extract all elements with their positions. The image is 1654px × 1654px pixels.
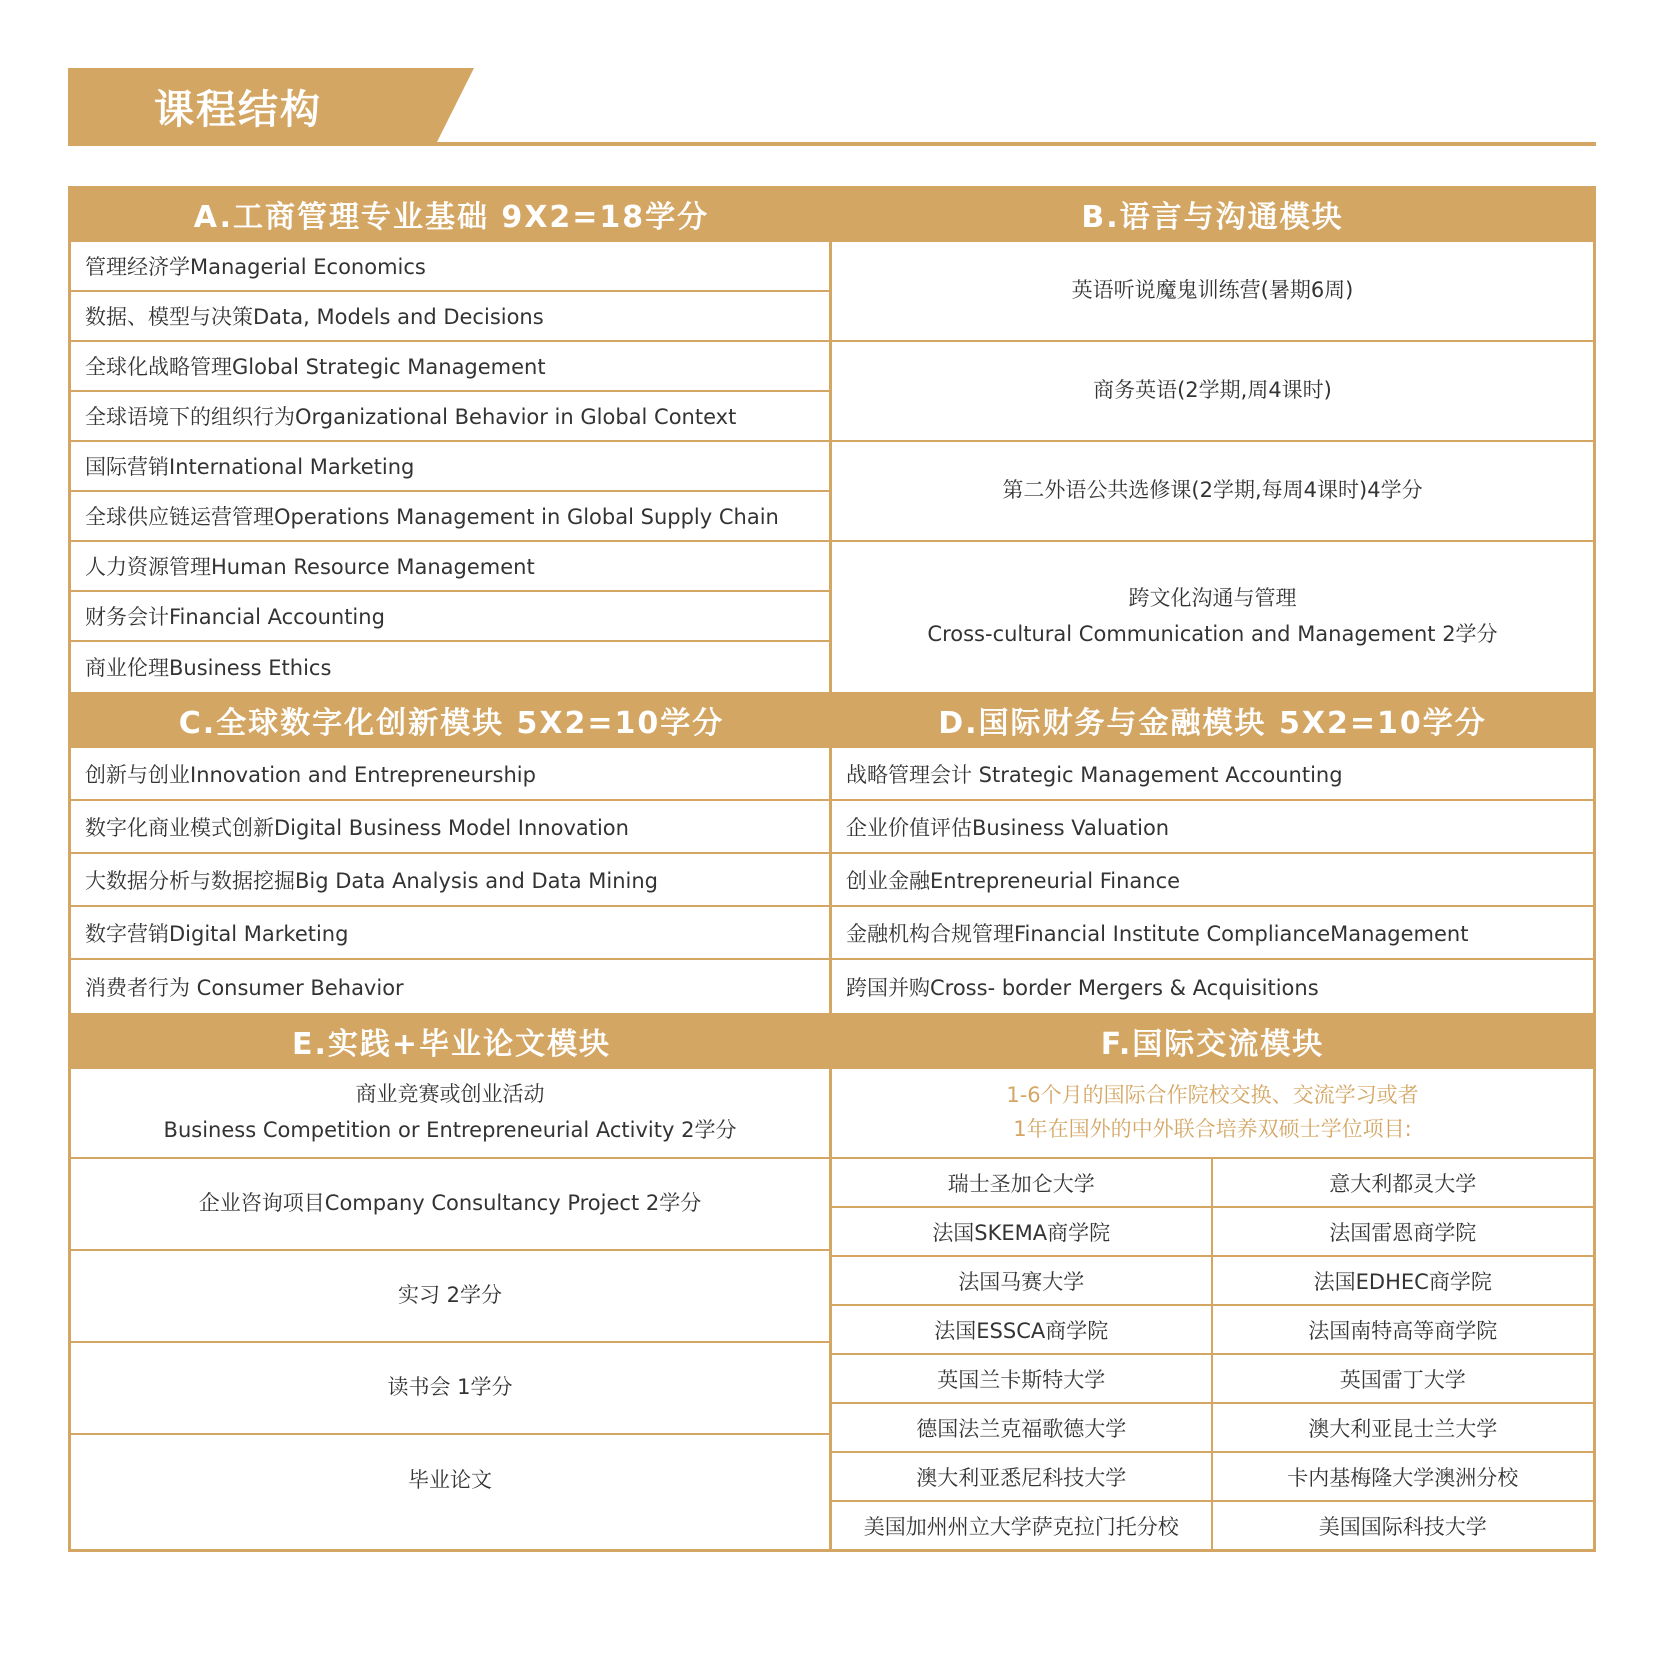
item-text: 第二外语公共选修课(2学期,每周4课时)4学分 xyxy=(1002,478,1423,503)
section-b-title: B.语言与沟通模块 xyxy=(1081,200,1344,235)
item-text-en: Cross-cultural Communication and Management 2学分 xyxy=(927,622,1498,646)
section-c-list xyxy=(71,748,832,1013)
item-text: 读书会 1学分 xyxy=(387,1375,513,1400)
list-item: 企业价值评估Business Valuation xyxy=(832,801,1593,854)
university-item: 美国加州州立大学萨克拉门托分校 xyxy=(832,1500,1213,1549)
item-text: 跨文化沟通与管理 xyxy=(1128,586,1297,611)
university-item: 澳大利亚悉尼科技大学 xyxy=(832,1451,1213,1500)
university-item: 英国雷丁大学 xyxy=(1213,1353,1594,1402)
university-item: 澳大利亚昆士兰大学 xyxy=(1213,1402,1594,1451)
list-item: 消费者行为 Consumer Behavior xyxy=(85,975,404,1000)
list-item: 全球供应链运营管理Operations Management in Global Supply Chain xyxy=(71,492,829,542)
university-item: 意大利都灵大学 xyxy=(1213,1157,1594,1206)
list-item: 国际营销International Marketing xyxy=(71,442,829,492)
university-item: 法国SKEMA商学院 xyxy=(832,1206,1213,1255)
section-d-list xyxy=(832,748,1593,1013)
university-item: 英国兰卡斯特大学 xyxy=(832,1353,1213,1402)
list-item xyxy=(832,442,1593,542)
page-title: 课程结构 xyxy=(154,87,322,133)
section-c-title: C.全球数字化创新模块 5X2=10学分 xyxy=(178,706,725,741)
section-ab xyxy=(71,242,1593,692)
list-item xyxy=(71,1343,829,1435)
list-item: 人力资源管理Human Resource Management xyxy=(71,542,829,592)
list-item: 管理经济学Managerial Economics xyxy=(71,242,829,292)
university-item: 法国EDHEC商学院 xyxy=(1213,1255,1594,1304)
section-e-title: E.实践+毕业论文模块 xyxy=(291,1027,612,1062)
item-text-en: Business Competition or Entrepreneurial Activity 2学分 xyxy=(163,1118,737,1142)
university-item: 法国ESSCA商学院 xyxy=(832,1304,1213,1353)
section-f-title: F.国际交流模块 xyxy=(1100,1027,1325,1062)
university-item: 德国法兰克福歌德大学 xyxy=(832,1402,1213,1451)
list-item: 创业金融Entrepreneurial Finance xyxy=(832,854,1593,907)
list-item: 数据、模型与决策Data, Models and Decisions xyxy=(71,292,829,342)
university-item: 瑞士圣加仑大学 xyxy=(832,1157,1213,1206)
list-item xyxy=(71,1251,829,1343)
list-item: 全球语境下的组织行为Organizational Behavior in Global Context xyxy=(71,392,829,442)
header-row-cd xyxy=(71,692,1593,748)
list-item: 数字营销Digital Marketing xyxy=(71,907,829,960)
section-cd xyxy=(71,748,1593,1013)
note-line-2: 1年在国外的中外联合培养双硕士学位项目: xyxy=(1013,1117,1412,1141)
section-ef xyxy=(71,1069,1593,1549)
university-item: 法国南特高等商学院 xyxy=(1213,1304,1594,1353)
list-item xyxy=(71,1069,829,1159)
title-underline xyxy=(68,142,1596,146)
list-item: 战略管理会计 Strategic Management Accounting xyxy=(832,748,1593,801)
header-row-ef xyxy=(71,1013,1593,1069)
note-line-1: 1-6个月的国际合作院校交换、交流学习或者 xyxy=(1006,1083,1419,1108)
item-text: 实习 2学分 xyxy=(397,1283,503,1308)
section-e-list xyxy=(71,1069,832,1549)
section-d-title: D.国际财务与金融模块 5X2=10学分 xyxy=(938,706,1487,741)
section-f-list xyxy=(832,1069,1593,1549)
list-item: 财务会计Financial Accounting xyxy=(71,592,829,642)
list-item xyxy=(71,1159,829,1251)
university-item: 美国国际科技大学 xyxy=(1213,1500,1594,1549)
list-item: 商业伦理Business Ethics xyxy=(85,656,332,680)
item-text: 企业咨询项目Company Consultancy Project 2学分 xyxy=(198,1191,702,1216)
list-item: 创新与创业Innovation and Entrepreneurship xyxy=(71,748,829,801)
partner-universities-grid xyxy=(832,1157,1593,1549)
list-item: 数字化商业模式创新Digital Business Model Innovation xyxy=(71,801,829,854)
section-b-list xyxy=(832,242,1593,692)
title-tab-slant xyxy=(436,68,474,144)
list-item xyxy=(71,1435,829,1527)
list-item xyxy=(832,242,1593,342)
exchange-note xyxy=(832,1069,1593,1157)
header-row-ab xyxy=(71,186,1593,242)
item-text: 英语听说魔鬼训练营(暑期6周) xyxy=(1071,278,1354,303)
item-text: 商业竞赛或创业活动 xyxy=(355,1082,545,1107)
item-text: 毕业论文 xyxy=(408,1468,492,1493)
list-item xyxy=(832,542,1593,692)
list-item xyxy=(832,342,1593,442)
university-item: 卡内基梅隆大学澳洲分校 xyxy=(1213,1451,1594,1500)
list-item: 金融机构合规管理Financial Institute ComplianceManagement xyxy=(832,907,1593,960)
list-item: 全球化战略管理Global Strategic Management xyxy=(71,342,829,392)
section-a-list xyxy=(71,242,832,692)
page-title-band xyxy=(68,68,1596,144)
list-item: 跨国并购Cross- border Mergers & Acquisitions xyxy=(846,975,1319,1000)
list-item: 大数据分析与数据挖掘Big Data Analysis and Data Mining xyxy=(71,854,829,907)
section-a-title: A.工商管理专业基础 9X2=18学分 xyxy=(193,200,710,235)
item-text: 商务英语(2学期,周4课时) xyxy=(1093,378,1332,403)
curriculum-table xyxy=(68,186,1596,1552)
university-item: 法国马赛大学 xyxy=(832,1255,1213,1304)
university-item: 法国雷恩商学院 xyxy=(1213,1206,1594,1255)
